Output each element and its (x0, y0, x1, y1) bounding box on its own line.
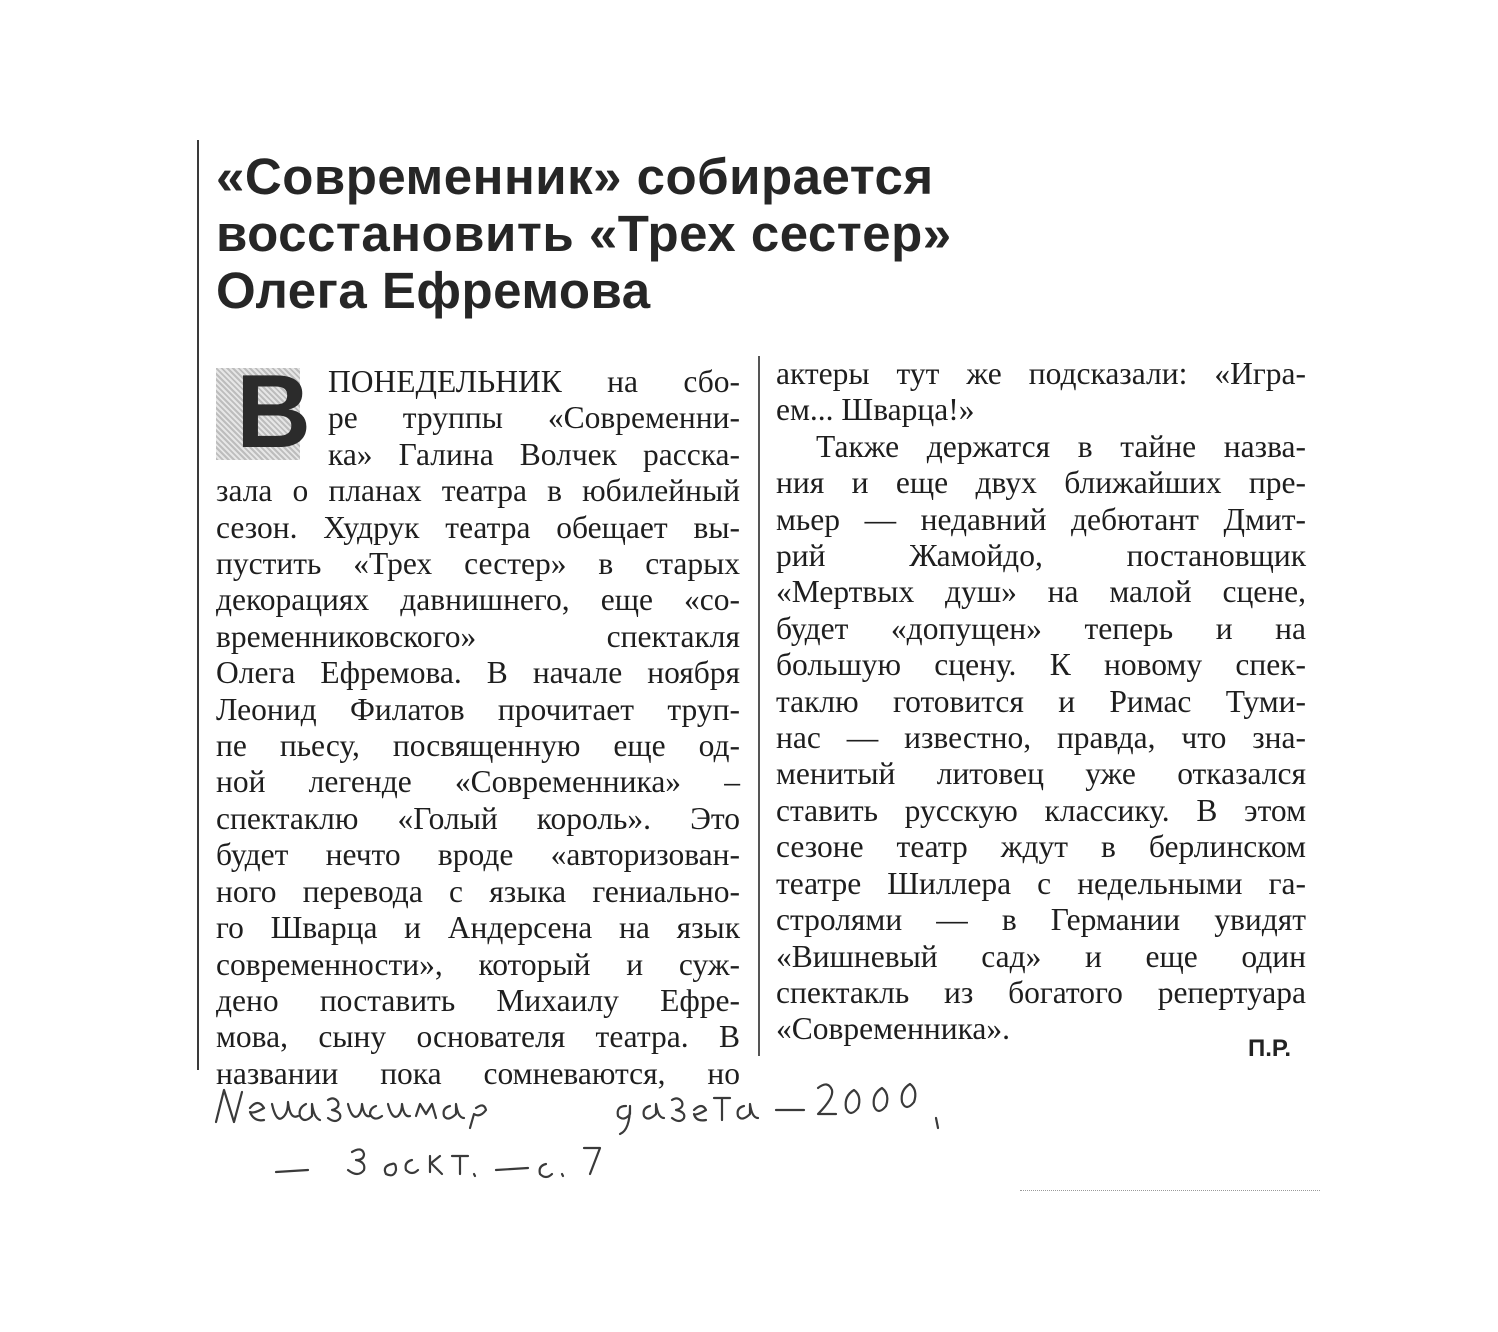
text-line: сезоне театр ждут в берлинском (776, 829, 1306, 865)
text-line: «Современника». (776, 1011, 1011, 1047)
text-line: большую сцену. К новому спек- (776, 647, 1306, 683)
text-line: «Мертвых душ» на малой сцене, (776, 574, 1306, 610)
text-line: мова, сыну основателя театра. В (216, 1019, 740, 1055)
article-column-right (776, 356, 1306, 1048)
text-line: пе пьесу, посвященную еще од- (216, 728, 740, 764)
text-line: Также держатся в тайне назва- (816, 428, 1306, 464)
text-line: будет нечто вроде «авторизован- (216, 837, 740, 873)
handwritten-source-note (206, 1060, 1066, 1190)
text-line: стролями — в Германии увидят (776, 902, 1306, 938)
headline-line: «Современник» собирается (216, 148, 934, 205)
text-line: рий Жамойдо, постановщик (776, 538, 1306, 574)
text-line: ПОНЕДЕЛЬНИК на сбо- (328, 364, 740, 399)
vertical-rule (197, 140, 199, 1070)
text-line: зала о планах театра в юбилейный (216, 473, 740, 509)
text-line: нас — известно, правда, что зна- (776, 720, 1306, 756)
text-line: мьер — недавний дебютант Дмит- (776, 501, 1306, 537)
text-line: ния и еще двух ближайших пре- (776, 465, 1306, 501)
text-line: ной легенде «Современника» – (216, 764, 740, 800)
text-line: ре труппы «Современни- (328, 400, 740, 436)
text-line: декорациях давнишнего, еще «со- (216, 582, 740, 618)
text-line: Леонид Филатов прочитает труп- (216, 691, 740, 727)
text-line: ем... Шварца!» (776, 392, 975, 428)
text-line: названии пока сомневаются, но (216, 1055, 740, 1091)
article-headline (216, 148, 1056, 319)
article-column-left (216, 364, 740, 1092)
text-line: актеры тут же подсказали: «Игра- (776, 356, 1306, 391)
author-initials: П.Р. (1248, 1035, 1291, 1062)
dotted-rule (1020, 1190, 1320, 1191)
text-line: временниковского» спектакля (216, 618, 740, 654)
text-line: будет «допущен» теперь и на (776, 610, 1306, 646)
handwritten-note-drawing (206, 1060, 1066, 1190)
text-line: театре Шиллера с недельными га- (776, 865, 1306, 901)
text-line: Олега Ефремова. В начале ноября (216, 655, 740, 691)
text-line: ставить русскую классику. В этом (776, 792, 1306, 828)
text-line: таклю готовится и Римас Туми- (776, 683, 1306, 719)
column-divider (758, 356, 760, 1056)
text-line: ного перевода с языка гениально- (216, 873, 740, 909)
headline-line: Олега Ефремова (216, 262, 651, 319)
text-line: дено поставить Михаилу Ефре- (216, 982, 740, 1018)
text-line: сезон. Худрук театра обещает вы- (216, 509, 740, 545)
dropcap-letter: В (236, 354, 312, 470)
text-line: менитый литовец уже отказался (776, 756, 1306, 792)
text-line: спектаклю «Голый король». Это (216, 800, 740, 836)
text-line: «Вишневый сад» и еще один (776, 938, 1306, 974)
text-line: го Шварца и Андерсена на язык (216, 910, 740, 946)
headline-line: восстановить «Трех сестер» (216, 205, 952, 262)
text-line: спектакль из богатого репертуара (776, 974, 1306, 1010)
text-line: пустить «Трех сестер» в старых (216, 546, 740, 582)
text-line: современности», который и суж- (216, 946, 740, 982)
text-line: ка» Галина Волчек расска- (328, 436, 740, 472)
